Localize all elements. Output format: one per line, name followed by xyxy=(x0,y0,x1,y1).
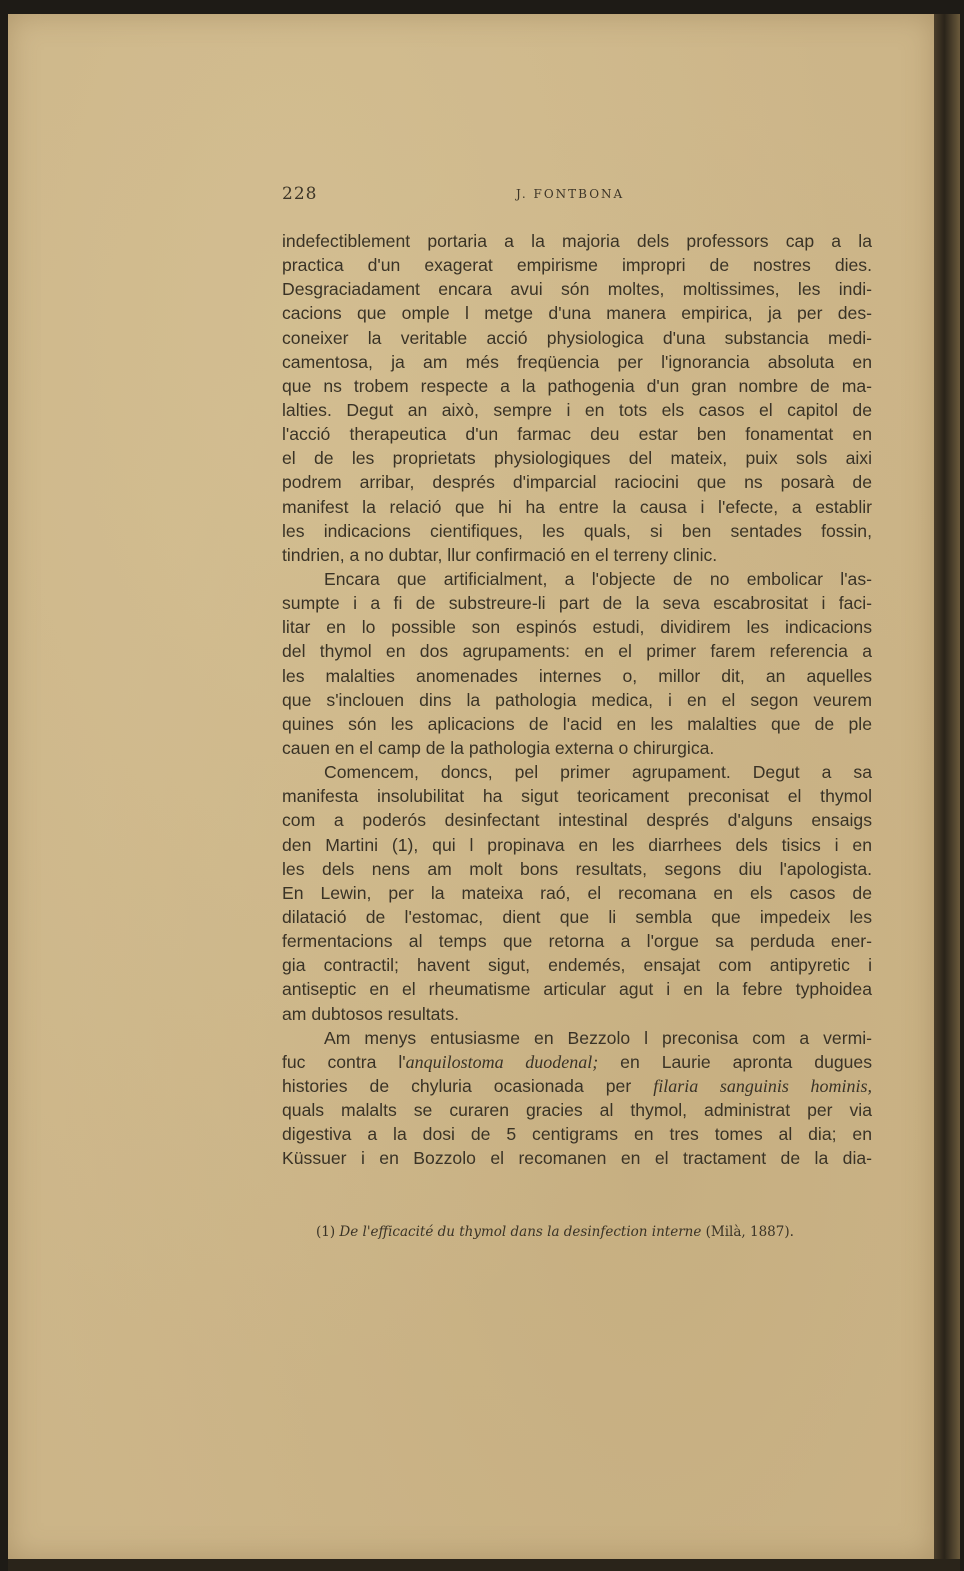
text-fragment: histories de chyluria ocasionada per xyxy=(282,1075,654,1096)
text-line: cacions que omple l metge d'una manera empirica, ja per des- xyxy=(282,303,872,324)
footnote-title: De l'efficacité du thymol dans la desinfection interne xyxy=(339,1224,702,1240)
running-head: J. FONTBONA xyxy=(516,187,625,201)
text-line: podrem arribar, després d'imparcial raciocini que ns posarà de xyxy=(282,472,872,493)
text-line: que s'inclouen dins la pathologia medica, i en el segon veurem xyxy=(282,689,872,710)
text-line: les malalties anomenades internes o, millor dit, an aquelles xyxy=(282,665,872,686)
text-line: Küssuer i en Bozzolo el recomanen en el tractament de la dia- xyxy=(282,1148,872,1169)
text-line: litar en lo possible son espinós estudi, dividirem les indicacions xyxy=(282,617,872,638)
text-line: lalties. Degut an això, sempre i en tots els casos el capitol de xyxy=(282,399,872,420)
text-line: fermentacions al temps que retorna a l'orgue sa perduda ener- xyxy=(282,931,872,952)
page-header xyxy=(282,184,872,212)
italic-term-anquilostoma: anquilostoma duodenal; xyxy=(405,1051,599,1072)
text-line: el de les proprietats physiologiques del mateix, puix sols aixi xyxy=(282,448,872,469)
text-line: digestiva a la dosi de 5 centigrams en tres tomes al dia; en xyxy=(282,1124,872,1145)
text-line: que ns trobem respecte a la pathogenia d'un gran nombre de ma- xyxy=(282,375,872,396)
text-line xyxy=(282,1050,872,1074)
text-line: del thymol en dos agrupaments: en el primer farem referencia a xyxy=(282,641,872,662)
text-line: sumpte i a fi de substreure-li part de la seva escabrositat i faci- xyxy=(282,593,872,614)
body-text xyxy=(282,229,872,1170)
text-line: indefectiblement portaria a la majoria dels professors cap a la xyxy=(282,231,872,251)
text-line: l'acció therapeutica d'un farmac deu estar ben fonamentat en xyxy=(282,424,872,445)
text-line: quines són les aplicacions de l'acid en les malalties que de ple xyxy=(282,713,872,734)
text-line: les indicacions cientifiques, les quals, si ben sentades fossin, xyxy=(282,520,872,541)
text-line: am dubtosos resultats. xyxy=(282,1003,460,1024)
text-line: cauen en el camp de la pathologia externa o chirurgica. xyxy=(282,737,715,758)
text-line: En Lewin, per la mateixa raó, el recomana en els casos de xyxy=(282,882,872,903)
footnote-marker: (1) xyxy=(316,1224,336,1240)
footnote-citation: (Milà, 1887). xyxy=(705,1224,794,1240)
footnote xyxy=(316,1224,876,1240)
text-line: Comencem, doncs, pel primer agrupament. Degut a sa xyxy=(324,762,872,783)
text-line: Encara que artificialment, a l'objecte de no embolicar l'as- xyxy=(324,568,872,589)
text-line: les dels nens am molt bons resultats, segons diu l'apologista. xyxy=(282,858,872,879)
page-number: 228 xyxy=(282,184,318,204)
text-line xyxy=(282,1074,872,1098)
book-spine-edge xyxy=(934,14,960,1559)
text-line: practica d'un exagerat empirisme impropri de nostres dies. xyxy=(282,255,872,276)
italic-term-filaria: filaria sanguinis hominis, xyxy=(653,1075,872,1096)
text-fragment: fuc contra l' xyxy=(282,1051,406,1072)
text-line: dilatació de l'estomac, dient que li sembla que impedeix les xyxy=(282,906,872,927)
text-fragment: en Laurie apronta dugues xyxy=(598,1051,872,1072)
text-line: camentosa, ja am més freqüencia per l'ignorancia absoluta en xyxy=(282,351,872,372)
text-line: manifest la relació que hi ha entre la causa i l'efecte, a establir xyxy=(282,496,872,517)
text-line: den Martini (1), qui l propinava en les diarrhees dels tisics i en xyxy=(282,834,872,855)
text-line: antiseptic en el rheumatisme articular agut i en la febre typhoidea xyxy=(282,979,872,1000)
text-line: tindrien, a no dubtar, llur confirmació en el terreny clinic. xyxy=(282,544,718,565)
page-bottom-edge xyxy=(8,1559,960,1571)
text-line: quals malalts se curaren gracies al thymol, administrat per via xyxy=(282,1100,872,1121)
text-line: manifesta insolubilitat ha sigut teoricament preconisat el thymol xyxy=(282,786,872,807)
text-line: Desgraciadament encara avui són moltes, moltissimes, les indi- xyxy=(282,279,872,300)
text-line: coneixer la veritable acció physiologica d'una substancia medi- xyxy=(282,327,872,348)
text-line: Am menys entusiasme en Bezzolo l preconisa com a vermi- xyxy=(324,1027,872,1048)
text-line: gia contractil; havent sigut, endemés, ensajat com antipyretic i xyxy=(282,955,872,976)
text-line: com a poderós desinfectant intestinal després d'alguns ensaigs xyxy=(282,810,872,831)
